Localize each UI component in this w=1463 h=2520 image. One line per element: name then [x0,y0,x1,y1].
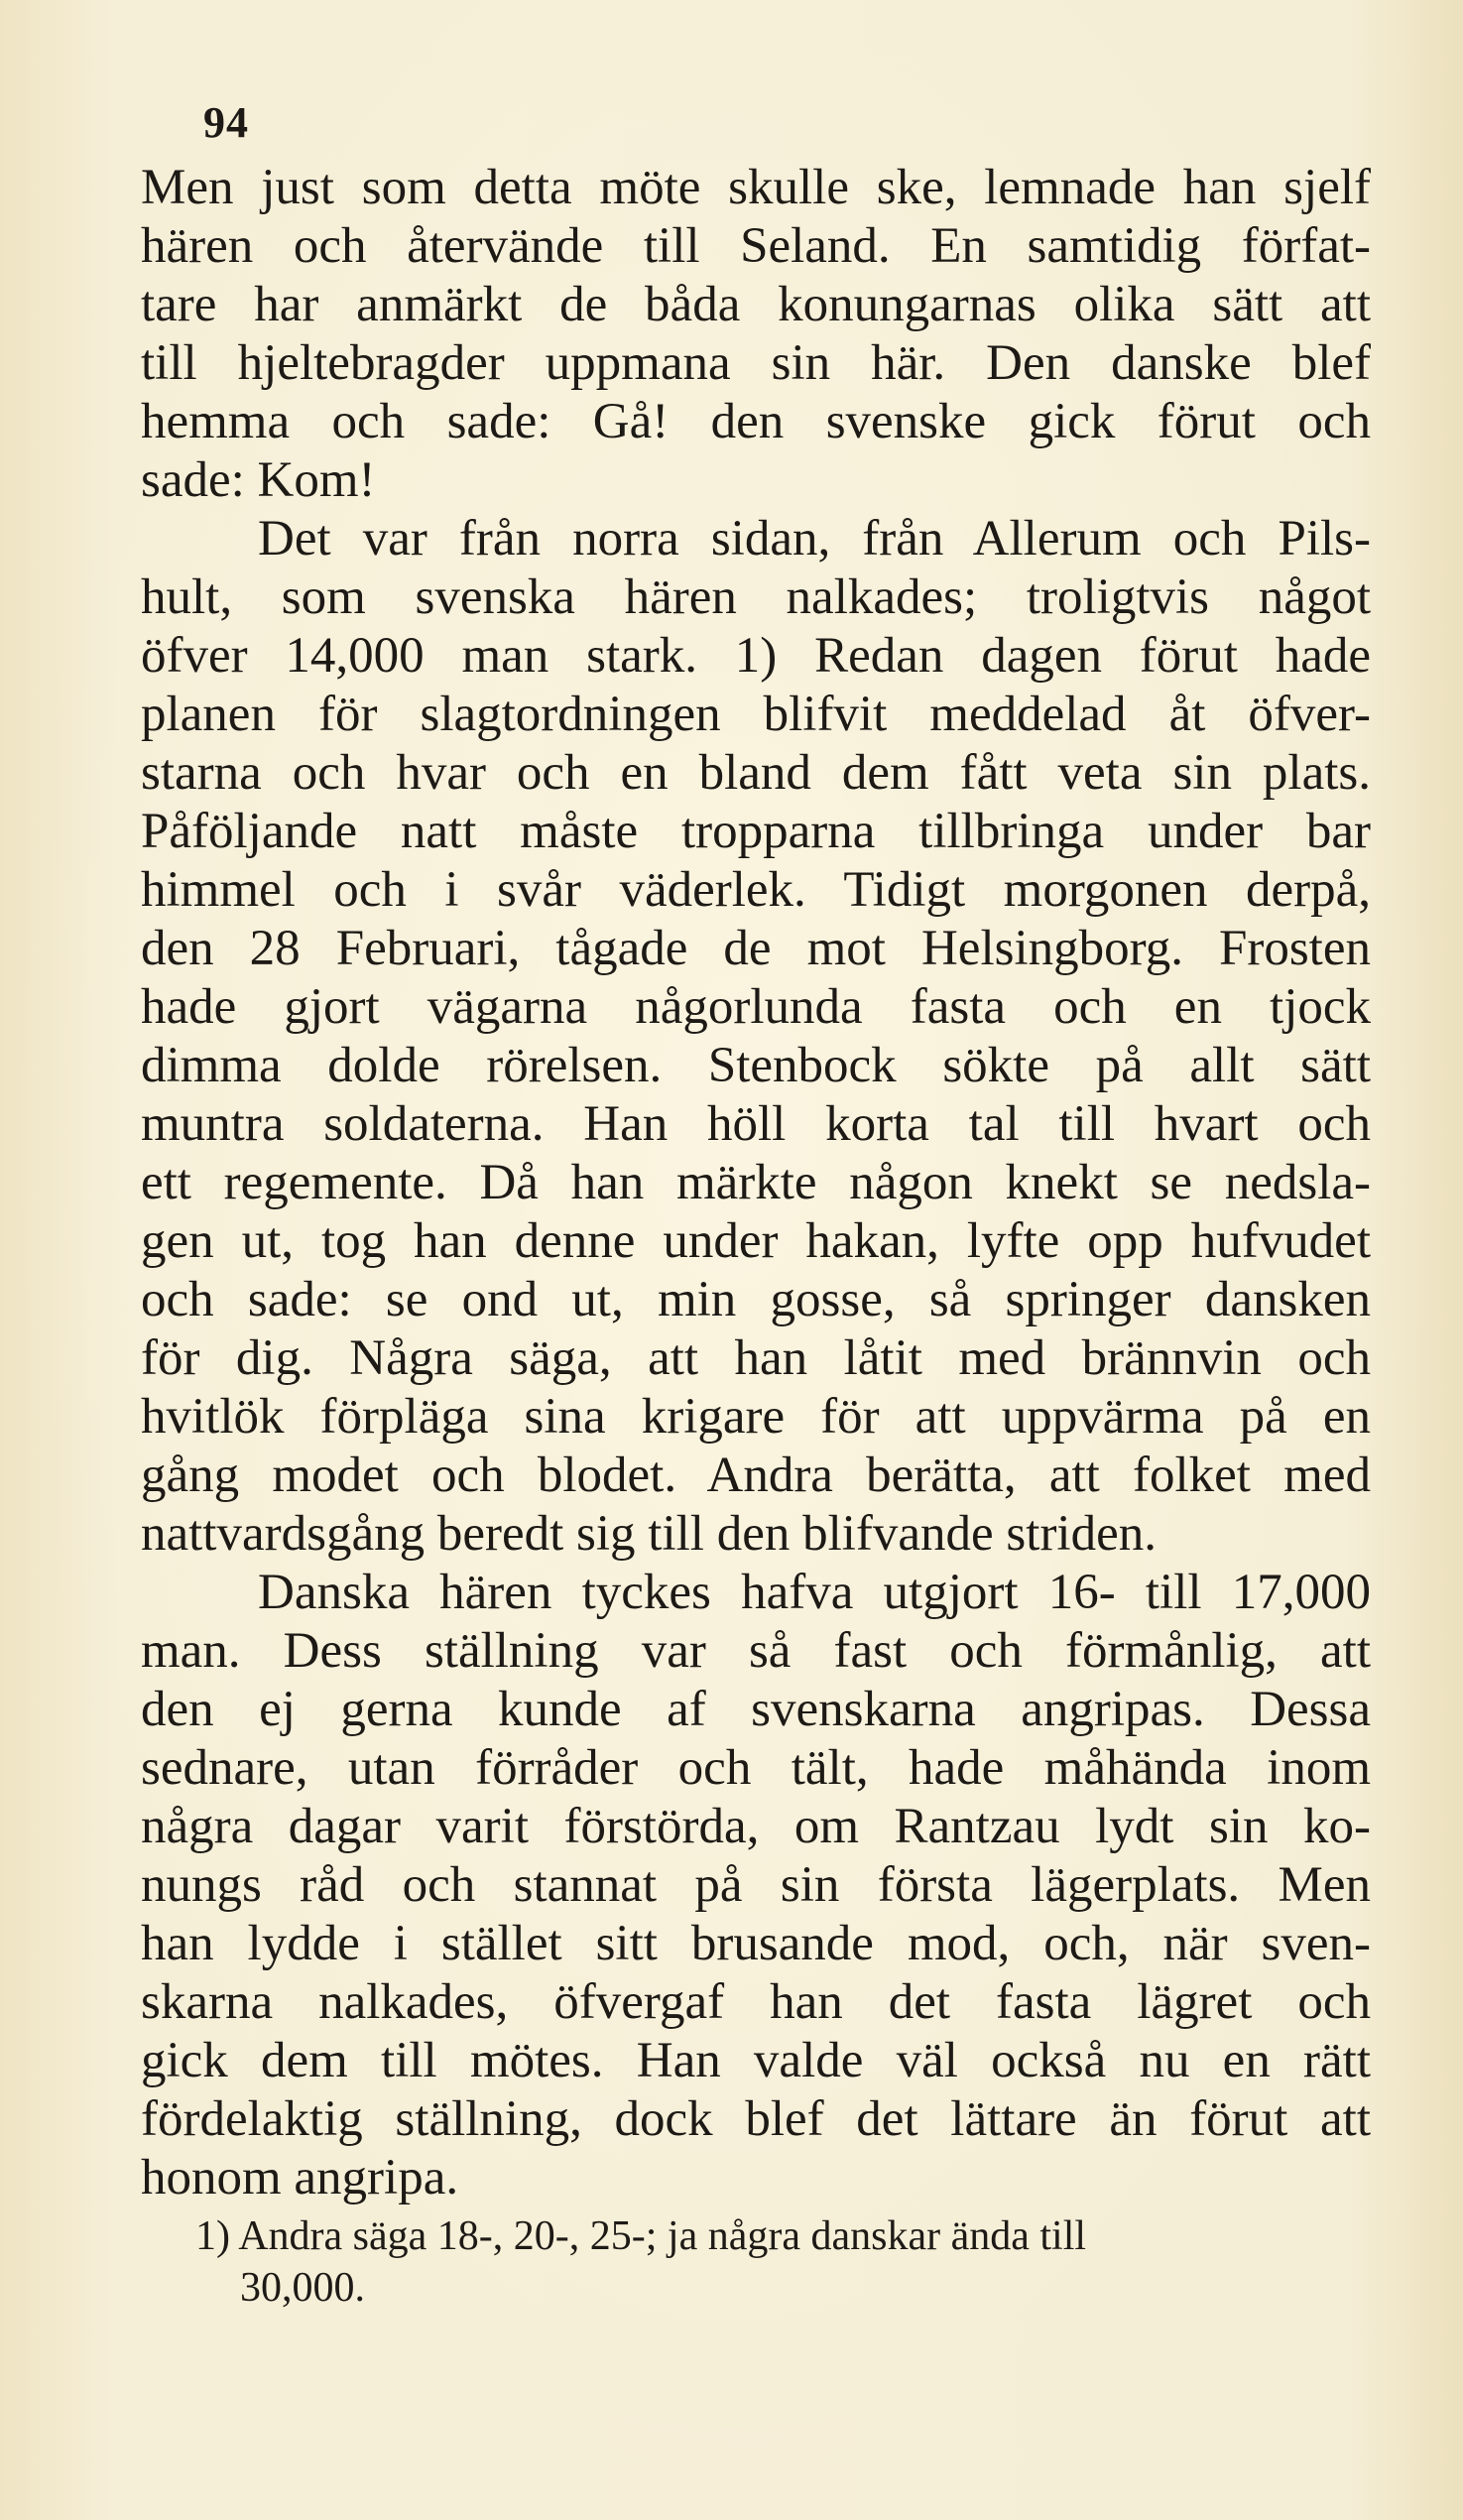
footnote-line: 30,000. [240,2265,365,2311]
text-line: skarna nalkades, öfvergaf han det fasta lägret och [141,1974,1371,2030]
text-line: honom angripa. [141,2150,459,2205]
text-line: hemma och sade: Gå! den svenske gick förut och [141,394,1371,449]
text-line: öfver 14,000 man stark. 1) Redan dagen förut hade [141,628,1371,684]
text-line: Men just som detta möte skulle ske, lemnade han sjelf [141,160,1371,215]
text-line: starna och hvar och en bland dem fått veta sin plats. [141,745,1371,801]
text-line: gen ut, tog han denne under hakan, lyfte opp hufvudet [141,1213,1371,1269]
paragraph [141,510,1371,1564]
text-line: sade: Kom! [141,452,376,508]
text-line: sednare, utan förråder och tält, hade måhända inom [141,1740,1371,1796]
text-line: muntra soldaterna. Han höll korta tal till hvart och [141,1096,1371,1152]
footnote-marker: 1) [195,2213,230,2259]
text-line: gång modet och blodet. Andra berätta, att folket med [141,1448,1371,1503]
text-line: fördelaktig ställning, dock blef det lättare än förut att [141,2091,1371,2147]
paragraph [141,159,1371,510]
footnotes [195,2210,1386,2314]
text-line: nattvardsgång beredt sig till den blifvande striden. [141,1506,1157,1562]
text-line: den ej gerna kunde af svenskarna angripas. Dessa [141,1682,1371,1737]
text-line: hade gjort vägarna någorlunda fasta och en tjock [141,979,1371,1035]
text-line: hvitlök förpläga sina krigare för att uppvärma på en [141,1389,1371,1445]
text-line: till hjeltebragder uppmana sin här. Den danske blef [141,335,1371,391]
text-line: tare har anmärkt de båda konungarnas olika sätt att [141,277,1371,332]
text-line: Det var från norra sidan, från Allerum och Pils- [258,511,1371,567]
text-line: för dig. Några säga, att han låtit med brännvin och [141,1330,1371,1386]
paragraph [141,1564,1371,2207]
text-line: den 28 Februari, tågade de mot Helsingborg. Frosten [141,921,1371,976]
page-number: 94 [203,98,249,147]
footnote-text: Andra säga 18-, 20-, 25-; ja några danskar ända till [238,2213,1087,2259]
body-text [141,159,1371,2207]
text-line: nungs råd och stannat på sin första lägerplats. Men [141,1857,1371,1913]
footnote-line [195,2210,1386,2262]
text-line: några dagar varit förstörda, om Rantzau lydt sin ko- [141,1799,1371,1854]
text-line: gick dem till mötes. Han valde väl också nu en rätt [141,2033,1371,2088]
text-line: Påföljande natt måste tropparna tillbringa under bar [141,804,1371,859]
text-line: hären och återvände till Seland. En samtidig förfat- [141,218,1371,274]
text-line: himmel och i svår väderlek. Tidigt morgonen derpå, [141,862,1371,918]
text-line: ett regemente. Då han märkte någon knekt se nedsla- [141,1155,1371,1210]
text-line: hult, som svenska hären nalkades; troligtvis något [141,569,1371,625]
text-line: man. Dess ställning var så fast och förmånlig, att [141,1623,1371,1679]
text-line: Danska hären tyckes hafva utgjort 16- till 17,000 [258,1565,1371,1620]
text-line: och sade: se ond ut, min gosse, så springer dansken [141,1272,1371,1327]
text-line: dimma dolde rörelsen. Stenbock sökte på allt sätt [141,1038,1371,1093]
text-line: han lydde i stället sitt brusande mod, och, när sven- [141,1916,1371,1971]
text-line: planen för slagtordningen blifvit meddelad åt öfver- [141,687,1371,742]
